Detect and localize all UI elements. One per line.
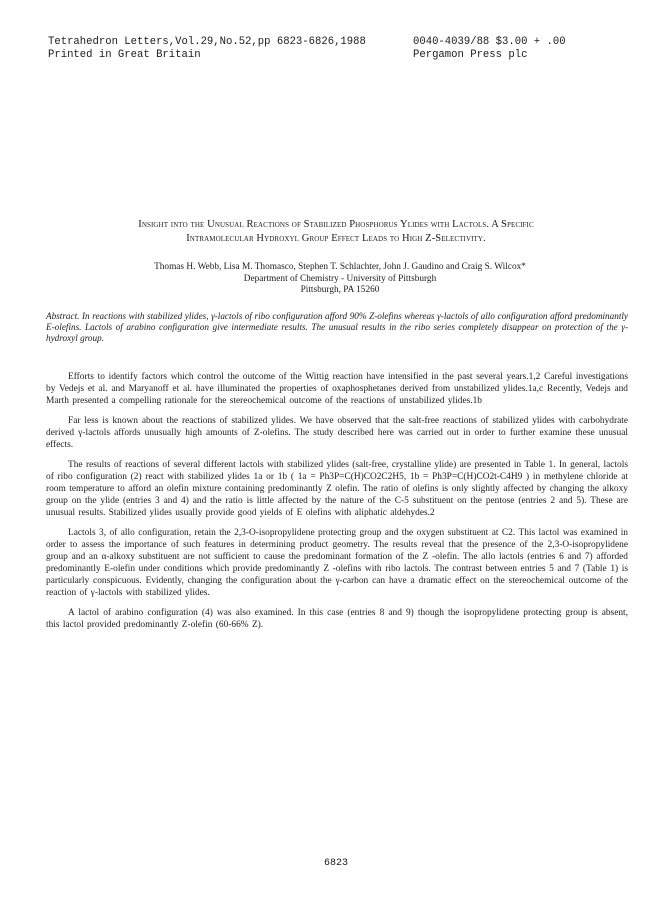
printed-in: Printed in Great Britain xyxy=(48,49,201,61)
paragraph: Efforts to identify factors which control the outcome of the Wittig reaction have intensified in the past several years.1,2 Careful investigations by Vedejs et al. and Maryanoff et al. have illuminated the properties of oxaphosphetanes derived from unstabilized ylides.1a,c Recently, Vedejs and Marth presented a compelling rationale for the stereochemical outcome of the reactions of unstabilized ylides.1b xyxy=(46,372,628,406)
body-text xyxy=(46,371,628,639)
page-number: 6823 xyxy=(323,858,348,869)
paragraph: Lactols 3, of allo configuration, retain the 2,3-O-isopropylidene protecting group and the oxygen substituent at C2. This lactol was examined in order to assess the importance of such features in determining product geometry. The results reveal that the presence of the 2,3-O-isopropylidene group and an α-alkoxy substituent are not sufficient to cause the predominant formation of the Z -olefin. The allo lactols (entries 6 and 7) afforded predominantly E-olefin under conditions which provide predominantly Z -olefins with ribo lactols. The contrast between entries 5 and 7 (Table 1) is particularly conspicuous. Evidently, changing the configuration about the γ-carbon can have a dramatic effect on the stereochemical outcome of the reaction of γ-lactols with stabilized ylides. xyxy=(46,528,628,598)
journal-header xyxy=(48,36,648,62)
journal-price-code: 0040-4039/88 $3.00 + .00 xyxy=(413,36,566,48)
author-block xyxy=(60,262,620,297)
journal-citation: Tetrahedron Letters,Vol.29,No.52,pp 6823-6826,1988 xyxy=(48,36,366,48)
author-city: Pittsburgh, PA 15260 xyxy=(300,285,380,295)
author-names: Thomas H. Webb, Lisa M. Thomasco, Stephen T. Schlachter, John J. Gaudino and Craig S. Wilcox* xyxy=(154,262,526,272)
title-line-1: Insight into the Unusual Reactions of Stabilized Phosphorus Ylides with Lactols. A Specific xyxy=(138,219,534,230)
author-department: Department of Chemistry - University of Pittsburgh xyxy=(243,273,437,284)
title-line-2: Intramolecular Hydroxyl Group Effect Leads to High Z-Selectivity. xyxy=(186,233,486,244)
paragraph: The results of reactions of several different lactols with stabilized ylides (salt-free, crystalline ylide) are presented in Table 1. In general, lactols of ribo configuration (2) react with stabilized ylides 1a or 1b ( 1a = Ph3P=C(H)CO2C2H5, 1b = Ph3P=C(H)CO2t-C4H9 ) in methylene chloride at room temperature to afford an olefin mixture containing predominantly Z olefin. The ratio of olefins is only slightly affected by changing the alkoxy group on the ylide (entries 3 and 4) and the ratio is little affected by the nature of the C-5 substituent on the pentose (entries 2 and 5). These are unusual results. Stabilized ylides usually provide good yields of E olefins with aliphatic aldehydes.2 xyxy=(46,460,628,518)
article-title xyxy=(30,218,642,246)
publisher: Pergamon Press plc xyxy=(413,49,528,61)
abstract: Abstract. In reactions with stabilized ylides, γ-lactols of ribo configuration afford 90% Z-olefins whereas γ-lactols of allo configuration afford predominantly E-olefins. Lactols of arabino configuration give intermediate results. The unusual results in the ribo series completely disappear on protection of the γ-hydroxyl group. xyxy=(46,311,628,343)
paragraph: A lactol of arabino configuration (4) was also examined. In this case (entries 8 and 9) though the isopropylidene protecting group is absent, this lactol provided predominantly Z-olefin (60-66% Z). xyxy=(46,608,628,630)
paragraph: Far less is known about the reactions of stabilized ylides. We have observed that the salt-free reactions of stabilized ylides with carbohydrate derived γ-lactols affords unusually high amounts of Z-olefins. The study described here was carried out in order to further examine these unusual effects. xyxy=(46,416,628,450)
